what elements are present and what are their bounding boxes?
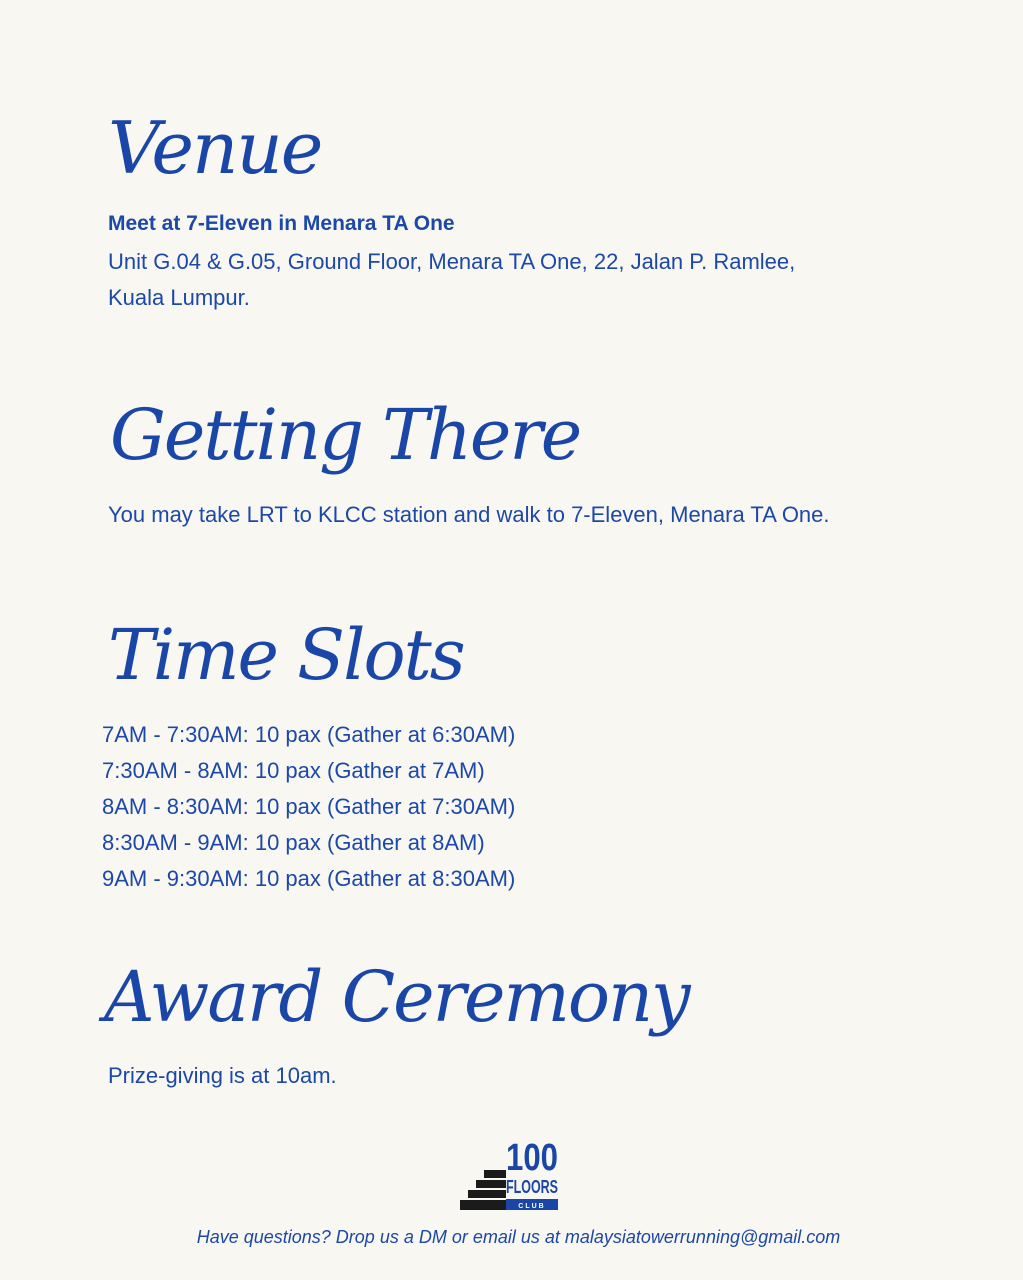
100-floors-club-logo — [460, 1136, 560, 1212]
logo-word: FLOORS — [506, 1177, 558, 1197]
logo-sub: CLUB — [518, 1203, 546, 1210]
time-slot-item: 8AM - 8:30AM: 10 pax (Gather at 7:30AM) — [102, 794, 516, 819]
time-slot-list — [102, 720, 515, 900]
award-ceremony-heading: Award Ceremony — [104, 956, 689, 1038]
venue-address-line-1: Unit G.04 & G.05, Ground Floor, Menara TA One, 22, Jalan P. Ramlee, — [108, 249, 796, 274]
venue-heading: Venue — [108, 106, 322, 190]
logo-number: 100 — [506, 1137, 558, 1179]
getting-there-text: You may take LRT to KLCC station and walk to 7-Eleven, Menara TA One. — [108, 502, 830, 527]
footer-contact-text: Have questions? Drop us a DM or email us at malaysiatowerrunning@gmail.com — [196, 1227, 841, 1247]
venue-meet-point: Meet at 7-Eleven in Menara TA One — [108, 212, 455, 235]
stairs-icon — [460, 1170, 506, 1210]
time-slot-item: 7AM - 7:30AM: 10 pax (Gather at 6:30AM) — [102, 722, 516, 747]
time-slot-item: 9AM - 9:30AM: 10 pax (Gather at 8:30AM) — [102, 866, 516, 891]
time-slot-item: 8:30AM - 9AM: 10 pax (Gather at 8AM) — [102, 830, 485, 855]
getting-there-heading: Getting There — [110, 394, 581, 476]
time-slots-heading: Time Slots — [108, 614, 464, 696]
award-ceremony-text: Prize-giving is at 10am. — [108, 1063, 337, 1088]
time-slot-item: 7:30AM - 8AM: 10 pax (Gather at 7AM) — [102, 758, 485, 783]
venue-address-line-2: Kuala Lumpur. — [108, 285, 250, 310]
